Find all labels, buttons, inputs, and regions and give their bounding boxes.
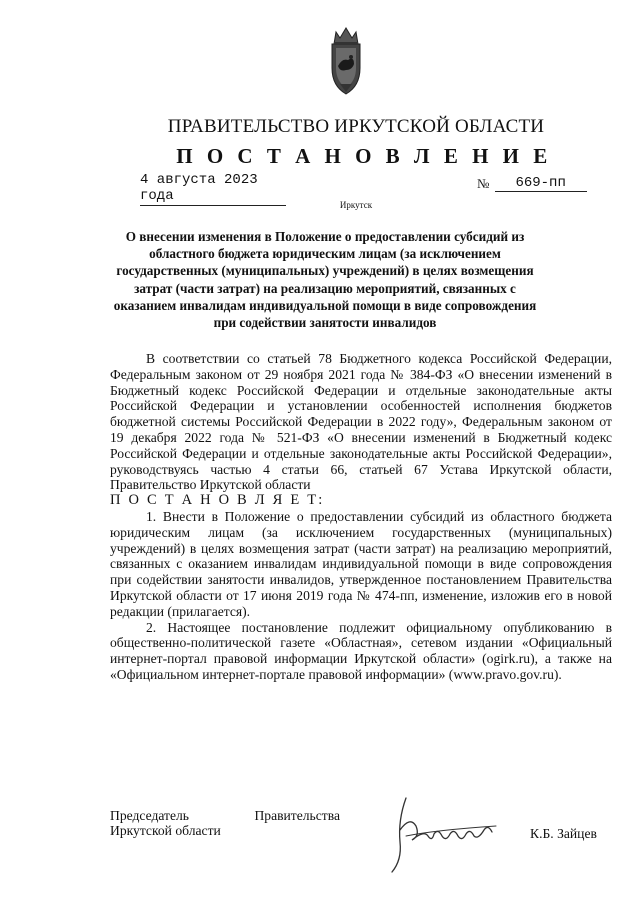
- document-body: [110, 351, 612, 683]
- coat-of-arms-emblem: [318, 24, 374, 100]
- signatory-title-line1: [110, 808, 340, 824]
- signatory-name: К.Б. Зайцев: [530, 826, 597, 841]
- resolve-line: П О С Т А Н О В Л Я Е Т:: [110, 492, 325, 509]
- document-heading: О внесении изменения в Положение о предоставлении субсидий из областного бюджета юридическим лицам (за исключением государственных (муниципальных) учреждений) в целях возмещения затрат (части затрат) на реализацию мероприятий, связанных с оказанием инвалидам индивидуальной помощи в виде сопровождения при содействии занятости инвалидов: [113, 229, 537, 331]
- signatory-title-line2: Иркутской области: [110, 823, 221, 838]
- document-number: 669-пп: [495, 175, 587, 192]
- handwritten-signature: [376, 790, 506, 880]
- item-2-paragraph: 2. Настоящее постановление подлежит официальному опубликованию в общественно-политической газете «Областная», сетевом издании «Официальный интернет-портал правовой информации Иркутской области» (ogirk.ru), а также на «Официальном интернет-портале правовой информации» (www.pravo.gov.ru).: [110, 619, 612, 682]
- item-1-paragraph: 1. Внести в Положение о предоставлении субсидий из областного бюджета юридическим лицам (за исключением государственных (муниципальных) учреждений) в целях возмещения затрат (части затрат) на реализацию мероприятий, связанных с оказанием инвалидам индивидуальной помощи в виде сопровождения при содействии занятости инвалидов, утвержденное постановлением Правительства Иркутской области от 17 июня 2019 года № 474-пп, изменение, изложив его в новой редакции (прилагается).: [110, 508, 612, 619]
- signatory-title-word2: Правительства: [254, 808, 340, 823]
- signatory-title-word1: Председатель: [110, 808, 189, 823]
- document-date: 4 августа 2023 года: [140, 172, 286, 206]
- document-number-block: [477, 174, 587, 192]
- document-type: П О С Т А Н О В Л Е Н И Е: [176, 144, 552, 168]
- government-name: ПРАВИТЕЛЬСТВО ИРКУТСКОЙ ОБЛАСТИ: [167, 116, 545, 137]
- number-sign: №: [477, 176, 490, 191]
- document-city: Иркутск: [339, 200, 373, 210]
- preamble-paragraph: В соответствии со статьей 78 Бюджетного кодекса Российской Федерации, Федеральным законом от 29 ноября 2021 года № 384-ФЗ «О внесении изменений в Бюджетный кодекс Российской Федерации и отдельные законодательные акты Российской Федерации и установлении особенностей исполнения бюджетов бюджетной системы Российской Федерации в 2022 году», Федеральным законом от 19 декабря 2022 года № 521-ФЗ «О внесении изменений в Бюджетный кодекс Российской Федерации и отдельные законодательные акты Российской Федерации», руководствуясь частью 4 статьи 66, статьей 67 Устава Иркутской области, Правительство Иркутской области: [110, 351, 612, 493]
